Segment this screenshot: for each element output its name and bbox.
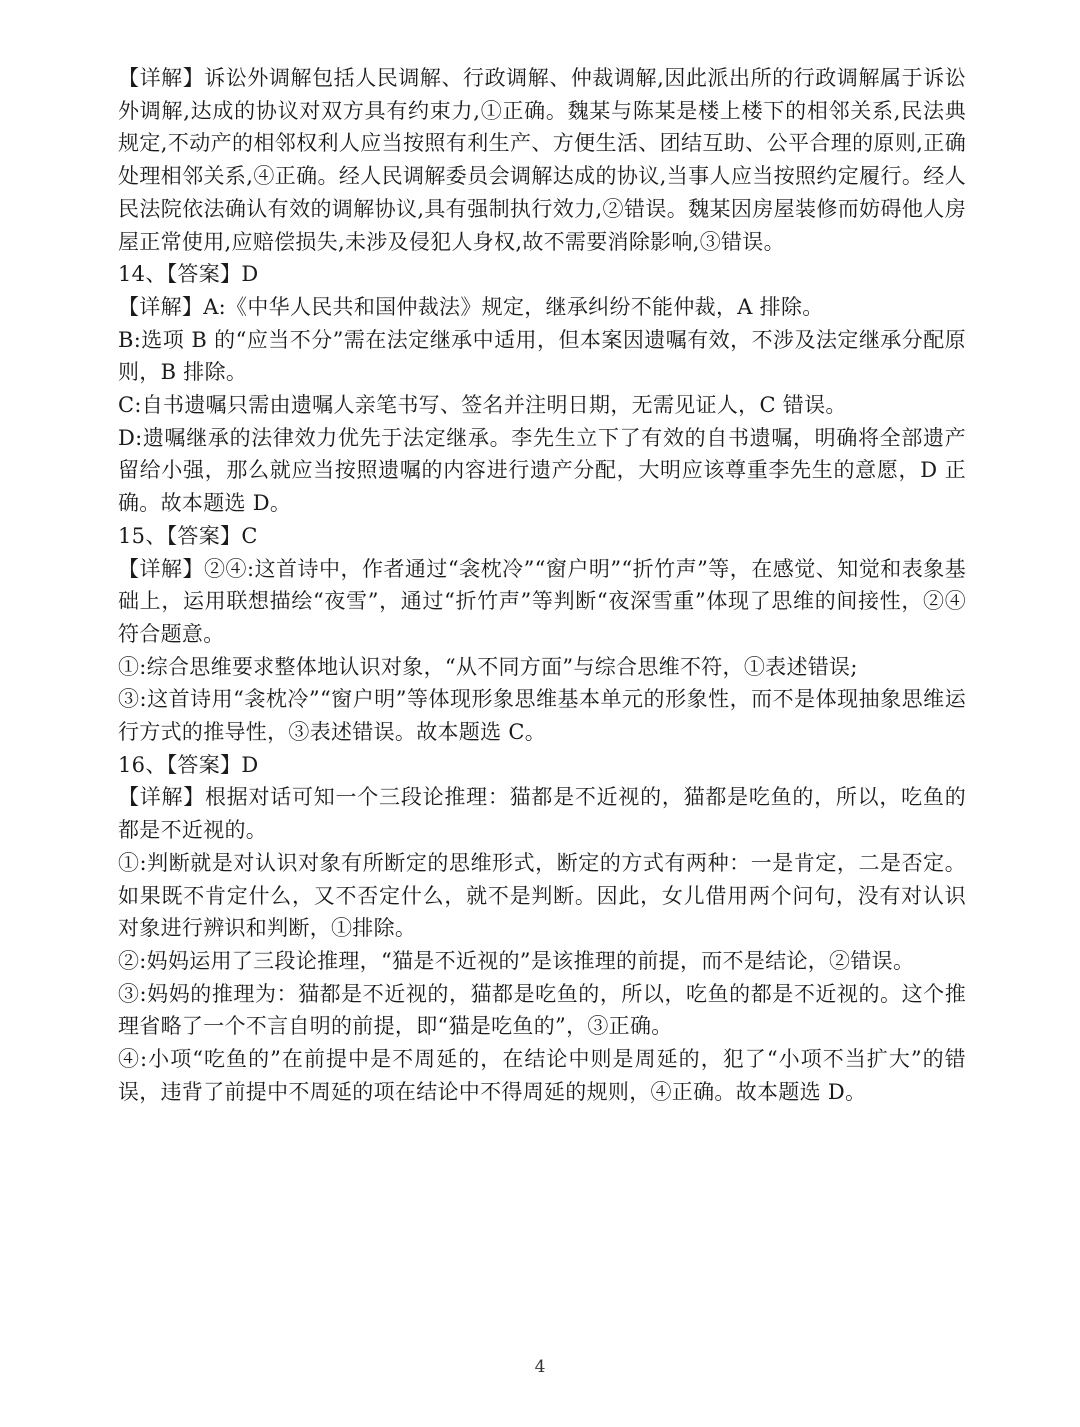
answer-explanations	[118, 62, 966, 1109]
answer-q15: 15、【答案】C	[118, 523, 258, 548]
answer-q14: 14、【答案】D	[118, 262, 259, 287]
explanation-q16-1: ①:判断就是对认识对象有所断定的思维形式，断定的方式有两种：一是肯定，二是否定。如果既不肯定什么，又不否定什么，就不是判断。因此，女儿借用两个问句，没有对认识对象进行辨识和判断，①排除。	[118, 850, 966, 941]
answer-q16: 16、【答案】D	[118, 752, 259, 777]
explanation-q16-2: ②:妈妈运用了三段论推理，“猫是不近视的”是该推理的前提，而不是结论，②错误。	[118, 948, 915, 973]
explanation-q16-3: ③:妈妈的推理为：猫都是不近视的，猫都是吃鱼的，所以，吃鱼的都是不近视的。这个推理省略了一个不言自明的前提，即“猫是吃鱼的”，③正确。	[118, 981, 966, 1039]
explanation-q15-3: ③:这首诗用“衾枕冷”“窗户明”等体现形象思维基本单元的形象性，而不是体现抽象思维运行方式的推导性，③表述错误。故本题选 C。	[118, 687, 966, 745]
explanation-q14-d: D:遗嘱继承的法律效力优先于法定继承。李先生立下了有效的自书遗嘱，明确将全部遗产留给小强，那么就应当按照遗嘱的内容进行遗产分配，大明应该尊重李先生的意愿，D 正确。故本题选 D。	[118, 425, 966, 516]
explanation-q16-4: ④:小项“吃鱼的”在前提中是不周延的，在结论中则是周延的，犯了“小项不当扩大”的错误，违背了前提中不周延的项在结论中不得周延的规则，④正确。故本题选 D。	[118, 1047, 966, 1104]
explanation-q13: 【详解】诉讼外调解包括人民调解、行政调解、仲裁调解,因此派出所的行政调解属于诉讼外调解,达成的协议对双方具有约束力,①正确。魏某与陈某是楼上楼下的相邻关系,民法典规定,不动产的相邻权利人应当按照有利生产、方便生活、团结互助、公平合理的原则,正确处理相邻关系,④正确。经人民调解委员会调解达成的协议,当事人应当按照约定履行。经人民法院依法确认有效的调解协议,具有强制执行效力,②错误。魏某因房屋装修而妨碍他人房屋正常使用,应赔偿损失,未涉及侵犯人身权,故不需要消除影响,③错误。	[118, 66, 966, 254]
page-number: 4	[534, 1357, 546, 1377]
explanation-q14-c: C:自书遗嘱只需由遗嘱人亲笔书写、签名并注明日期，无需见证人，C 错误。	[118, 393, 847, 418]
explanation-q14-a: 【详解】A:《中华人民共和国仲裁法》规定，继承纠纷不能仲裁，A 排除。	[118, 294, 824, 319]
explanation-q15-1: ①:综合思维要求整体地认识对象，“从不同方面”与综合思维不符，①表述错误;	[118, 654, 858, 679]
explanation-q14-b: B:选项 B 的“应当不分”需在法定继承中适用，但本案因遗嘱有效，不涉及法定继承分配原则，B 排除。	[118, 327, 966, 385]
explanation-q15-main: 【详解】②④:这首诗中，作者通过“衾枕冷”“窗户明”“折竹声”等，在感觉、知觉和表象基础上，运用联想描绘“夜雪”，通过“折竹声”等判断“夜深雪重”体现了思维的间接性，②④符合题意。	[118, 556, 966, 646]
explanation-q16-main: 【详解】根据对话可知一个三段论推理：猫都是不近视的，猫都是吃鱼的，所以，吃鱼的都是不近视的。	[118, 785, 966, 843]
